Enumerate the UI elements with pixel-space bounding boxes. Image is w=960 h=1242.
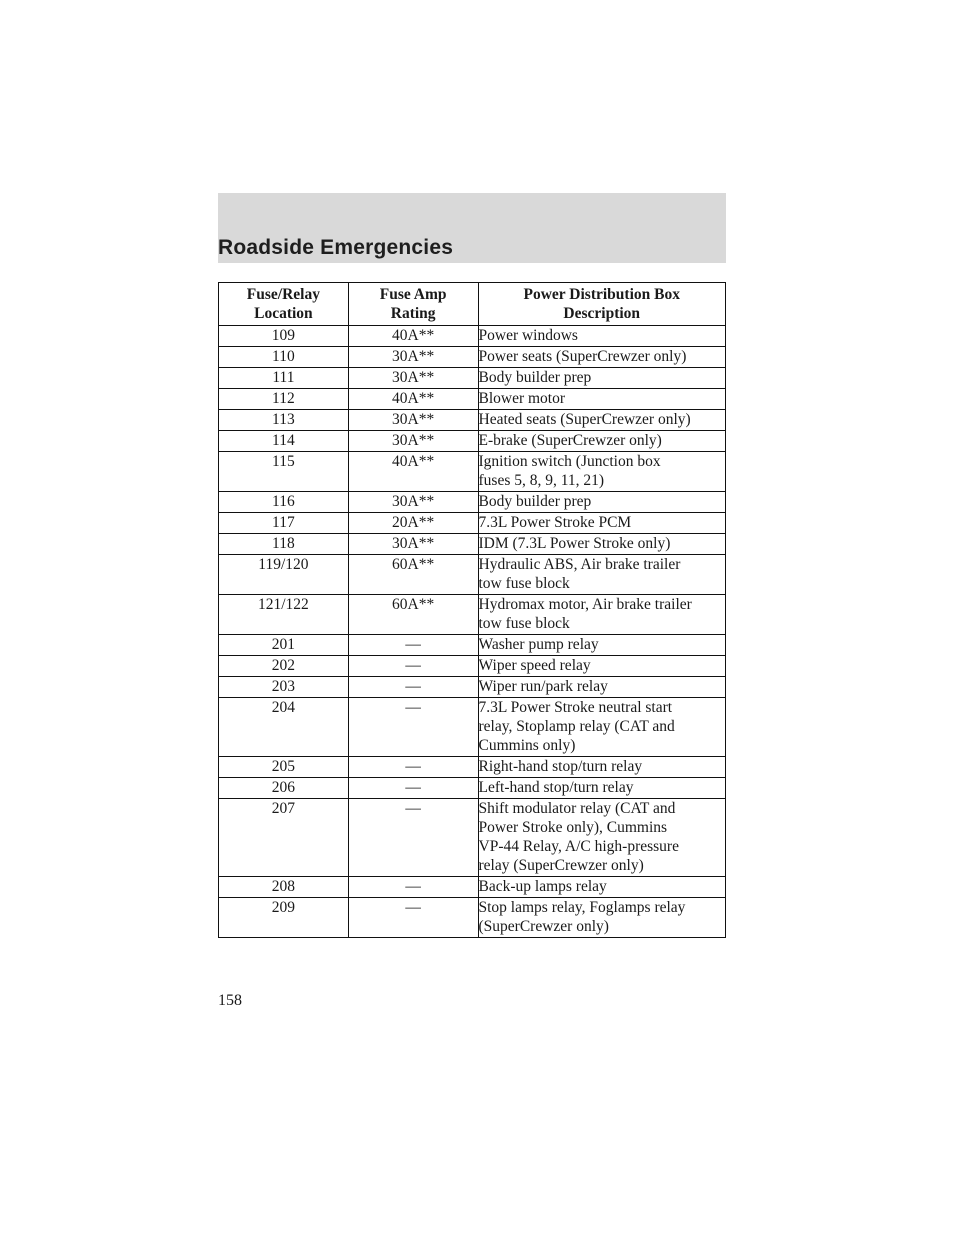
fuse-amp-cell: 30A** <box>348 347 478 368</box>
table-header-row <box>219 283 726 326</box>
fuse-location-cell: 204 <box>219 698 349 757</box>
fuse-description-cell <box>478 389 726 410</box>
section-title: Roadside Emergencies <box>218 236 454 259</box>
description-line: Hydromax motor, Air brake trailer <box>478 596 692 613</box>
table-row <box>219 452 726 492</box>
description-line: fuses 5, 8, 9, 11, 21) <box>478 472 605 489</box>
description-line: VP-44 Relay, A/C high-pressure <box>478 838 679 855</box>
table-row <box>219 431 726 452</box>
fuse-amp-cell: 30A** <box>348 492 478 513</box>
fuse-description-cell <box>478 635 726 656</box>
table-body <box>219 326 726 938</box>
fuse-location-cell: 118 <box>219 534 349 555</box>
fuse-location-cell: 205 <box>219 757 349 778</box>
fuse-description-cell <box>478 513 726 534</box>
fuse-description-cell <box>478 898 726 938</box>
header-description-line: Power Distribution Box <box>523 286 680 303</box>
fuse-amp-cell: — <box>348 635 478 656</box>
fuse-description-cell <box>478 410 726 431</box>
description-line: Hydraulic ABS, Air brake trailer <box>478 556 681 573</box>
fuse-location-cell: 115 <box>219 452 349 492</box>
fuse-location-cell: 208 <box>219 877 349 898</box>
description-line: relay, Stoplamp relay (CAT and <box>478 718 675 735</box>
description-line: Right-hand stop/turn relay <box>478 758 643 775</box>
description-line: IDM (7.3L Power Stroke only) <box>478 535 671 552</box>
description-line: Wiper run/park relay <box>478 678 608 695</box>
fuse-amp-cell: 30A** <box>348 410 478 431</box>
fuse-description-cell <box>478 347 726 368</box>
fuse-location-cell: 112 <box>219 389 349 410</box>
table-row <box>219 877 726 898</box>
fuse-description-cell <box>478 534 726 555</box>
header-location <box>219 283 349 326</box>
table-row <box>219 492 726 513</box>
fuse-description-cell <box>478 555 726 595</box>
fuse-amp-cell: 30A** <box>348 431 478 452</box>
page-number: 158 <box>218 992 242 1009</box>
table-row <box>219 799 726 877</box>
table-row <box>219 534 726 555</box>
table-row <box>219 389 726 410</box>
fuse-amp-cell: — <box>348 677 478 698</box>
description-line: Power Stroke only), Cummins <box>478 819 668 836</box>
table-row <box>219 635 726 656</box>
fuse-location-cell: 203 <box>219 677 349 698</box>
fuse-amp-cell: 60A** <box>348 595 478 635</box>
description-line: E-brake (SuperCrewzer only) <box>478 432 662 449</box>
fuse-location-cell: 202 <box>219 656 349 677</box>
fuse-description-cell <box>478 492 726 513</box>
description-line: Shift modulator relay (CAT and <box>478 800 676 817</box>
fuse-location-cell: 206 <box>219 778 349 799</box>
fuse-description-cell <box>478 757 726 778</box>
fuse-amp-cell: 40A** <box>348 389 478 410</box>
description-line: relay (SuperCrewzer only) <box>478 857 644 874</box>
fuse-location-cell: 111 <box>219 368 349 389</box>
fuse-location-cell: 209 <box>219 898 349 938</box>
fuse-amp-cell: — <box>348 877 478 898</box>
table-row <box>219 677 726 698</box>
fuse-amp-cell: 60A** <box>348 555 478 595</box>
description-line: Power seats (SuperCrewzer only) <box>478 348 687 365</box>
fuse-amp-cell: 30A** <box>348 534 478 555</box>
fuse-amp-cell: — <box>348 799 478 877</box>
fuse-location-cell: 113 <box>219 410 349 431</box>
fuse-description-cell <box>478 452 726 492</box>
fuse-amp-cell: — <box>348 757 478 778</box>
fuse-amp-cell: — <box>348 898 478 938</box>
description-line: tow fuse block <box>478 575 570 592</box>
fuse-location-cell: 109 <box>219 326 349 347</box>
description-line: Back-up lamps relay <box>478 878 607 895</box>
description-line: Heated seats (SuperCrewzer only) <box>478 411 691 428</box>
fuse-table <box>218 282 726 938</box>
fuse-description-cell <box>478 431 726 452</box>
fuse-description-cell <box>478 368 726 389</box>
fuse-description-cell <box>478 595 726 635</box>
header-description-line: Description <box>563 305 641 322</box>
header-amp-line: Rating <box>390 305 436 322</box>
fuse-amp-cell: — <box>348 656 478 677</box>
description-line: tow fuse block <box>478 615 570 632</box>
fuse-amp-cell: 20A** <box>348 513 478 534</box>
fuse-location-cell: 116 <box>219 492 349 513</box>
description-line: Left-hand stop/turn relay <box>478 779 634 796</box>
header-location-line: Fuse/Relay <box>246 286 320 303</box>
description-line: Stop lamps relay, Foglamps relay <box>478 899 686 916</box>
fuse-amp-cell: — <box>348 778 478 799</box>
table-row <box>219 410 726 431</box>
description-line: Wiper speed relay <box>478 657 591 674</box>
description-line: (SuperCrewzer only) <box>478 918 609 935</box>
fuse-amp-cell: 40A** <box>348 452 478 492</box>
description-line: Ignition switch (Junction box <box>478 453 661 470</box>
fuse-location-cell: 121/122 <box>219 595 349 635</box>
table-row <box>219 698 726 757</box>
header-description <box>478 283 726 326</box>
fuse-location-cell: 117 <box>219 513 349 534</box>
fuse-location-cell: 110 <box>219 347 349 368</box>
table-row <box>219 513 726 534</box>
description-line: 7.3L Power Stroke neutral start <box>478 699 673 716</box>
fuse-location-cell: 201 <box>219 635 349 656</box>
table-row <box>219 898 726 938</box>
description-line: Power windows <box>478 327 578 344</box>
fuse-description-cell <box>478 877 726 898</box>
table-row <box>219 778 726 799</box>
fuse-amp-cell: 40A** <box>348 326 478 347</box>
header-amp <box>348 283 478 326</box>
fuse-description-cell <box>478 799 726 877</box>
fuse-description-cell <box>478 656 726 677</box>
table-row <box>219 595 726 635</box>
fuse-description-cell <box>478 698 726 757</box>
table-row <box>219 368 726 389</box>
fuse-description-cell <box>478 677 726 698</box>
table-row <box>219 555 726 595</box>
description-line: 7.3L Power Stroke PCM <box>478 514 632 531</box>
fuse-amp-cell: — <box>348 698 478 757</box>
fuse-amp-cell: 30A** <box>348 368 478 389</box>
header-amp-line: Fuse Amp <box>379 286 447 303</box>
description-line: Body builder prep <box>478 493 592 510</box>
fuse-description-cell <box>478 326 726 347</box>
fuse-description-cell <box>478 778 726 799</box>
table-row <box>219 347 726 368</box>
header-location-line: Location <box>254 305 313 322</box>
description-line: Washer pump relay <box>478 636 599 653</box>
fuse-location-cell: 207 <box>219 799 349 877</box>
description-line: Cummins only) <box>478 737 576 754</box>
description-line: Blower motor <box>478 390 566 407</box>
table-row <box>219 757 726 778</box>
fuse-location-cell: 119/120 <box>219 555 349 595</box>
description-line: Body builder prep <box>478 369 592 386</box>
table-row <box>219 326 726 347</box>
table-row <box>219 656 726 677</box>
fuse-location-cell: 114 <box>219 431 349 452</box>
